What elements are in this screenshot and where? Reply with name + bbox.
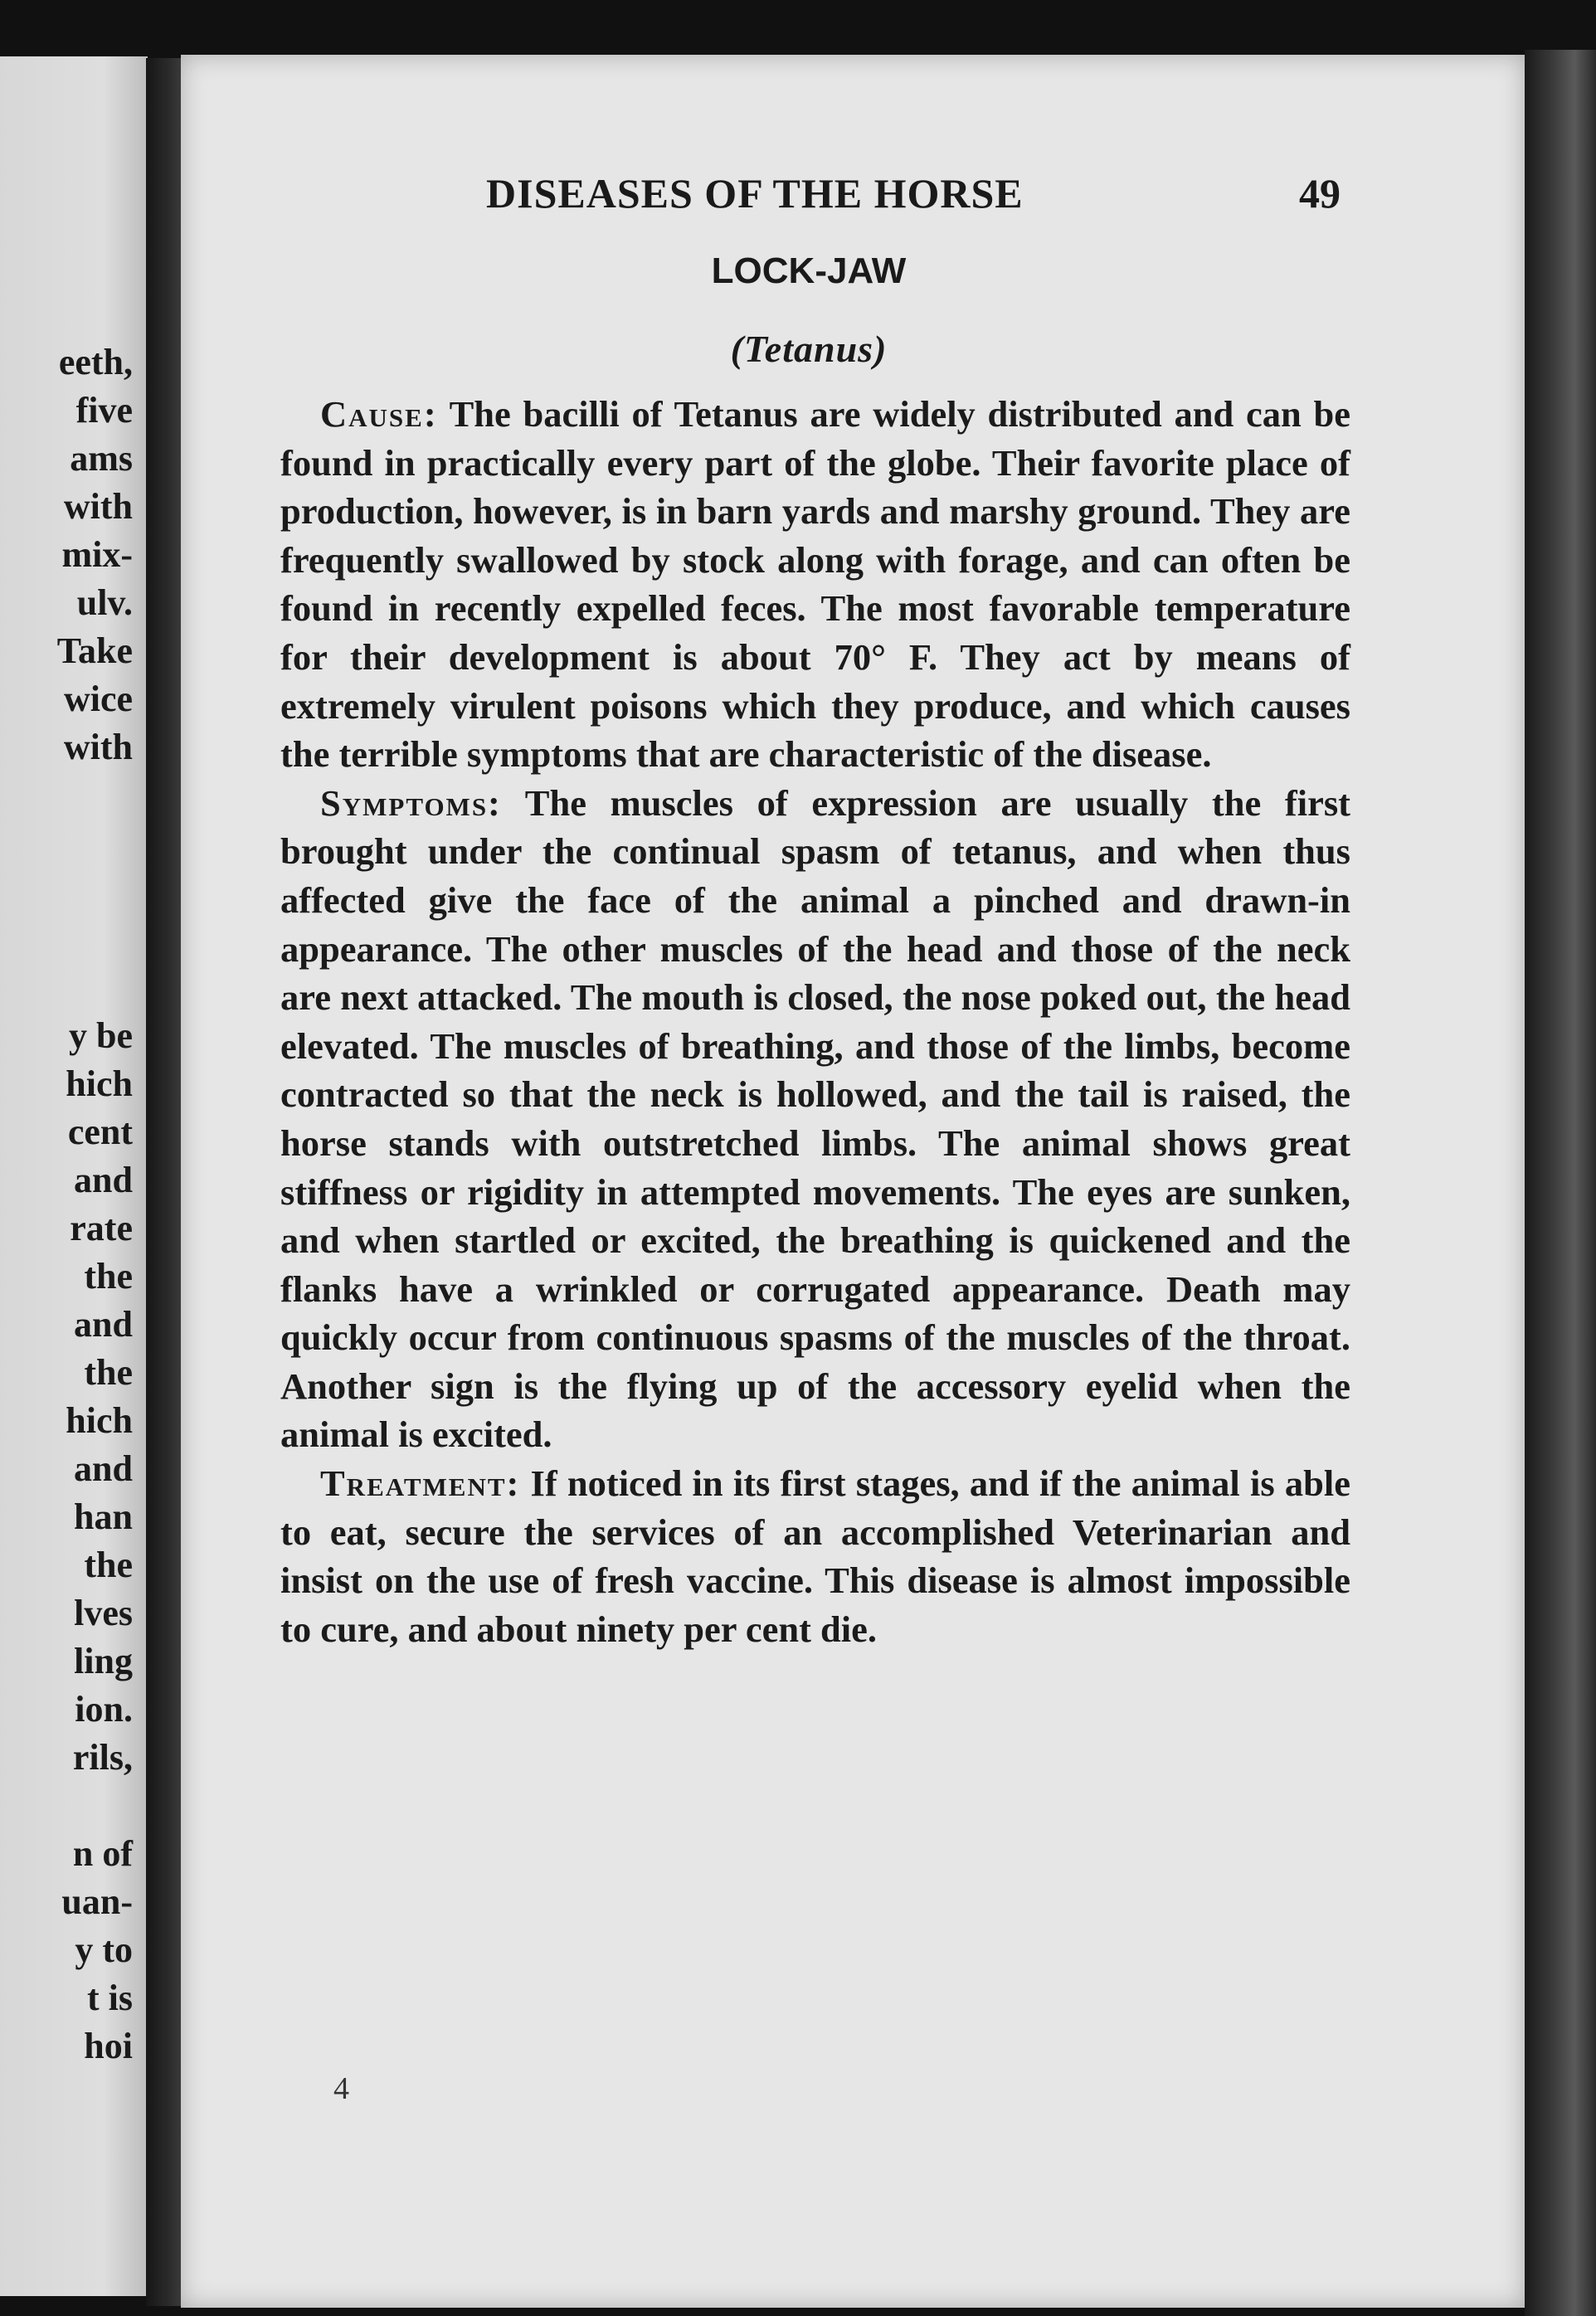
- article-subtitle: (Tetanus): [730, 328, 888, 370]
- facing-page-fragment: [0, 1782, 133, 1830]
- facing-page-fragment: [0, 820, 133, 868]
- facing-page-fragment: ulv.: [76, 582, 133, 623]
- section-text-cause: The bacilli of Tetanus are widely distributed and can be found in practically every part of the globe. Their favorite place of production, however, is in barn yards and marshy ground. They are frequently swallowed by stock along with forage, and can often be found in recently expelled feces. The most favorable temperature for their development is about 70° F. They act by means of extremely virulent poisons which they produce, and which causes the terrible symptoms that are characteristic of the disease.: [280, 393, 1350, 776]
- facing-page-fragment: t is: [87, 1978, 133, 2018]
- paragraph-symptoms: [280, 779, 1350, 1459]
- signature-mark: 4: [333, 2071, 349, 2106]
- facing-page-fragment: the: [84, 1352, 133, 1393]
- facing-page-fragment: five: [75, 390, 133, 431]
- facing-page-fragment: hoi: [84, 2026, 133, 2066]
- page-header: [486, 169, 1341, 227]
- facing-page-fragment: eeth,: [58, 342, 133, 382]
- facing-page-fragment: cent: [67, 1112, 133, 1152]
- facing-page-fragment: uan-: [61, 1881, 133, 1922]
- facing-page-text-fragments: [0, 338, 133, 2070]
- page-number: 49: [1299, 170, 1341, 217]
- article-title: LOCK-JAW: [711, 251, 907, 291]
- paragraph-cause: [280, 390, 1350, 779]
- facing-page-fragment: ling: [74, 1641, 133, 1681]
- facing-page-fragment: [0, 868, 133, 916]
- facing-page-fragment: mix-: [61, 534, 133, 575]
- facing-page-fragment: Take: [56, 630, 133, 671]
- facing-page-fragment: han: [74, 1496, 133, 1537]
- facing-page-fragment: [0, 964, 133, 1012]
- section-label-cause: Cause:: [320, 393, 438, 435]
- facing-page-fragment: hich: [66, 1400, 133, 1441]
- facing-page-fragment: [0, 771, 133, 820]
- section-text-treatment: If noticed in its first stages, and if the animal is able to eat, secure the services of an accomplished Veterinarian and insist on the use of fresh vaccine. This disease is almost impossible to cure, and about ninety per cent die.: [280, 1462, 1350, 1650]
- facing-page-fragment: rils,: [72, 1737, 133, 1778]
- facing-page-fragment: n of: [72, 1833, 133, 1874]
- facing-page-left: [0, 56, 148, 2296]
- facing-page-fragment: lves: [74, 1593, 133, 1633]
- facing-page-fragment: and: [74, 1304, 133, 1345]
- book-gutter: [146, 58, 182, 2306]
- facing-page-fragment: [0, 916, 133, 964]
- running-head: DISEASES OF THE HORSE: [486, 170, 1024, 217]
- facing-page-fragment: and: [74, 1448, 133, 1489]
- facing-page-fragment: ion.: [75, 1689, 133, 1730]
- section-label-symptoms: Symptoms:: [320, 781, 502, 824]
- section-text-symptoms: The muscles of expression are usually the first brought under the continual spasm of tetanus, and when thus affected give the face of the animal a pinched and drawn-in appearance. The other muscles of the head and those of the neck are next attacked. The mouth is closed, the nose poked out, the head elevated. The muscles of breathing, and those of the limbs, become contracted so that the neck is hollowed, and the tail is raised, the horse stands with outstretched limbs. The animal shows great stiffness or rigidity in attempted movements. The eyes are sunken, and when startled or excited, the breathing is quickened and the flanks have a wrinkled or corrugated appearance. Death may quickly occur from continuous spasms of the muscles of the throat. Another sign is the flying up of the accessory eyelid when the animal is excited.: [280, 781, 1350, 1456]
- facing-page-fragment: the: [84, 1545, 133, 1585]
- article-body: [280, 390, 1350, 1653]
- facing-page-fragment: the: [84, 1256, 133, 1297]
- page-edge: [1525, 50, 1596, 2316]
- facing-page-fragment: and: [74, 1160, 133, 1200]
- facing-page-fragment: ams: [70, 438, 133, 479]
- facing-page-fragment: wice: [63, 679, 133, 719]
- facing-page-fragment: hich: [66, 1063, 133, 1104]
- paragraph-treatment: [280, 1459, 1350, 1653]
- facing-page-fragment: y to: [75, 1929, 133, 1970]
- facing-page-fragment: rate: [70, 1208, 133, 1248]
- section-label-treatment: Treatment:: [320, 1462, 521, 1505]
- facing-page-fragment: with: [63, 727, 133, 767]
- facing-page-fragment: with: [63, 486, 133, 527]
- facing-page-fragment: y be: [69, 1015, 133, 1056]
